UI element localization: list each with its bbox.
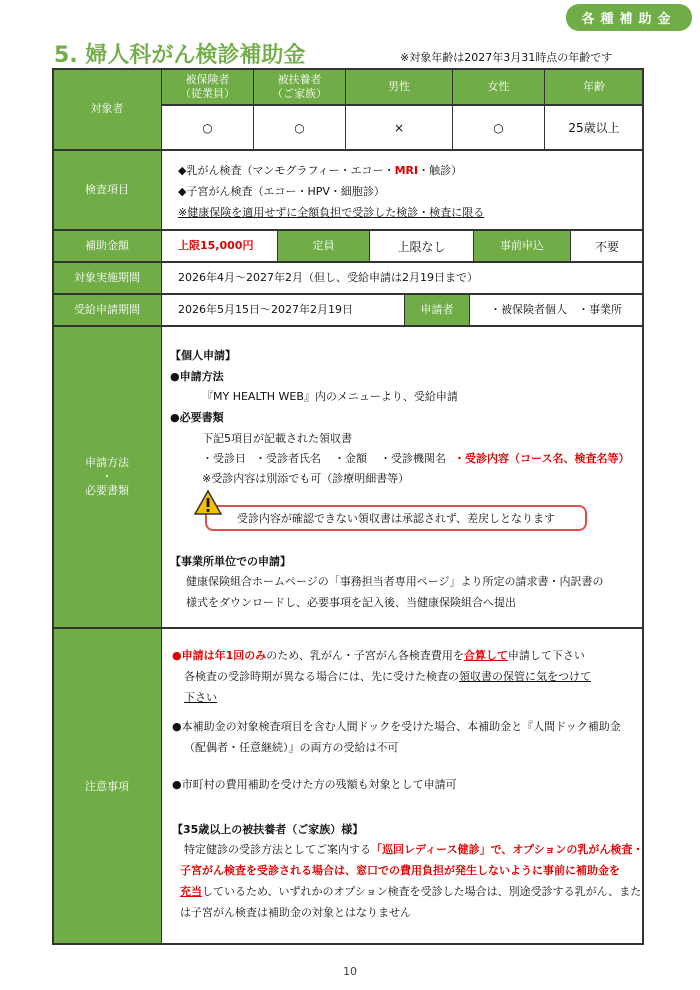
dependent-35-line-1: 特定健診の受診方法としてご案内する「巡回レディース健診」で、オプションの乳がん検査・ — [184, 843, 644, 856]
dependent-35-heading: 【35歳以上の被扶養者（ご家族）様】 — [172, 823, 364, 836]
col-divider — [452, 69, 453, 149]
dependent-35-line-4: は子宮がん検査は補助金の対象とはなりません — [180, 906, 411, 919]
table-frame — [52, 68, 644, 945]
docs-item-date: ・受診日 — [202, 452, 246, 465]
col-divider — [473, 231, 474, 261]
age-value: 25歳以上 — [568, 121, 620, 135]
row-divider — [52, 325, 644, 327]
col-divider — [345, 69, 346, 149]
col-divider — [404, 295, 405, 325]
col-divider — [469, 295, 470, 325]
how-heading: ●申請方法 — [170, 370, 224, 383]
pre-apply-value: 不要 — [594, 239, 619, 254]
page-number: 10 — [343, 965, 357, 978]
how-text: 『MY HEALTH WEB』内のメニューより、受給申請 — [202, 390, 458, 403]
note-receipt-keep: 各検査の受診時期が異なる場合には、先に受けた検査の領収書の保管に気をつけて — [184, 670, 591, 683]
office-heading: 【事業所単位での申請】 — [170, 555, 291, 568]
pre-apply-label: 事前申込 — [474, 231, 570, 261]
apply-period-value: 2026年5月15日～2027年2月19日 — [178, 303, 353, 316]
notes-label: 注意事項 — [53, 629, 161, 944]
note-dock-2: （配偶者・任意継続）』の両方の受給は不可 — [184, 741, 399, 754]
docs-item-name: ・受診者氏名 — [255, 452, 321, 465]
note-municipal: ●市町村の費用補助を受けた方の残額も対象として申請可 — [172, 778, 457, 791]
period-label: 対象実施期間 — [53, 263, 161, 293]
applicant-value: ・被保険者個人 ・事業所 — [490, 303, 622, 316]
docs-item-amount: ・金額 — [334, 452, 367, 465]
col-divider — [277, 231, 278, 261]
subsidy-amount: 上限15,000円 — [178, 239, 254, 252]
col-divider — [544, 69, 545, 149]
age-note: ※対象年齢は2027年3月31時点の年齢です — [400, 51, 613, 64]
col-dependent-head: 被扶養者 （ご家族） — [254, 69, 345, 104]
docs-heading: ●必要書類 — [170, 411, 224, 424]
exam-uterine: ◆子宮がん検査（エコー・HPV・細胞診） — [178, 185, 385, 198]
office-text-2: 様式をダウンロードし、必要事項を記入後、当健康保険組合へ提出 — [186, 596, 516, 609]
label-column-divider — [161, 69, 162, 944]
row-divider — [52, 293, 644, 295]
col-insured-head: 被保険者 （従業員） — [162, 69, 253, 104]
col-divider — [253, 69, 254, 149]
insured-value: ○ — [202, 120, 213, 135]
eligibility-label: 対象者 — [53, 69, 161, 149]
quota-label: 定員 — [278, 231, 369, 261]
exam-label: 検査項目 — [53, 151, 161, 229]
col-divider — [369, 231, 370, 261]
quota-value: 上限なし — [397, 239, 446, 254]
col-age-head: 年齢 — [545, 69, 643, 104]
method-label: 申請方法 ・ 必要書類 — [53, 327, 161, 627]
col-male-head: 男性 — [346, 69, 452, 104]
row-divider — [52, 627, 644, 629]
docs-item-content: ・受診内容（コース名、検査名等） — [454, 452, 630, 465]
dependent-value: ○ — [294, 120, 305, 135]
docs-note: ※受診内容は別添でも可（診療明細書等） — [202, 472, 410, 485]
header-divider — [161, 104, 644, 106]
apply-period-label: 受給申請期間 — [53, 295, 161, 325]
row-divider — [52, 261, 644, 263]
row-divider — [52, 229, 644, 231]
row-divider — [52, 149, 644, 151]
category-tag: 各種補助金 — [566, 4, 692, 31]
exam-breast: ◆乳がん検査（マンモグラフィー・エコー・MRI・触診） — [178, 164, 463, 177]
period-value: 2026年4月～2027年2月（但し、受給申請は2月19日まで） — [178, 271, 478, 284]
docs-text: 下記5項目が記載された領収書 — [202, 432, 352, 445]
dependent-35-line-3: 充当しているため、いずれかのオプション検査を受診した場合は、別途受診する乳がん、また — [180, 885, 642, 898]
page-title: 5. 婦人科がん検診補助金 — [54, 43, 306, 68]
exam-note: ※健康保険を適用せずに全額負担で受診した検診・検査に限る — [178, 206, 485, 219]
subsidy-label: 補助金額 — [53, 231, 161, 261]
note-once-per-year: ●申請は年1回のみのため、乳がん・子宮がん各検査費用を合算して申請して下さい — [172, 649, 585, 662]
col-female-head: 女性 — [453, 69, 544, 104]
male-value: × — [393, 120, 405, 135]
applicant-label: 申請者 — [405, 295, 469, 325]
note-dock-1: ●本補助金の対象検査項目を含む人間ドックを受けた場合、本補助金と『人間ドック補助金 — [172, 720, 621, 733]
female-value: ○ — [493, 120, 504, 135]
warning-box: 受診内容が確認できない領収書は承認されず、差戻しとなります — [205, 505, 587, 531]
note-receipt-keep-end: 下さい — [184, 691, 217, 704]
docs-item-facility: ・受診機関名 — [380, 452, 446, 465]
individual-heading: 【個人申請】 — [170, 349, 236, 362]
dependent-35-line-2: 子宮がん検査を受診される場合は、窓口での費用負担が発生しないように事前に補助金を — [180, 864, 620, 877]
office-text-1: 健康保険組合ホームページの「事務担当者専用ページ」より所定の請求書・内訳書の — [186, 575, 604, 588]
col-divider — [570, 231, 571, 261]
